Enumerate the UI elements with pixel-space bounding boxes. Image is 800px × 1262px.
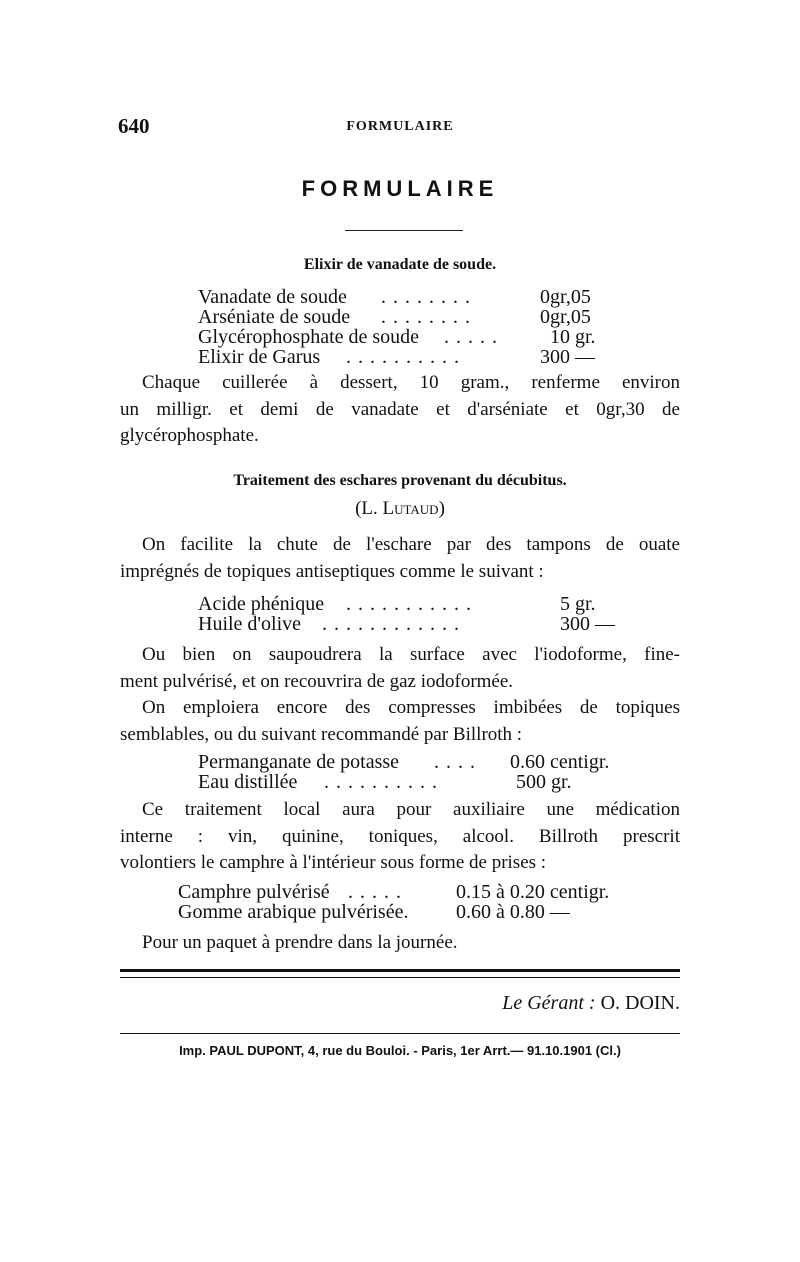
- text-line: semblables, ou du suivant recommandé par Billroth :: [120, 723, 523, 745]
- printer-imprint: Imp. PAUL DUPONT, 4, rue du Bouloi. - Paris, 1er Arrt.— 91.10.1901 (Cl.): [179, 1043, 621, 1058]
- end-rule-thin: [120, 977, 680, 978]
- formula-row: [198, 752, 638, 772]
- formula-phenique: [198, 594, 618, 634]
- ingredient: Acide phénique: [198, 593, 325, 615]
- leader-dots: . . . .: [434, 751, 476, 773]
- text-line: un milligr. et demi de vanadate et d'arséniate et 0gr,30 de: [120, 398, 680, 420]
- formula-row: [178, 882, 638, 902]
- ingredient: Eau distillée: [198, 771, 298, 793]
- quantity: 300 —: [560, 613, 615, 635]
- text-line: imprégnés de topiques antiseptiques comme le suivant :: [120, 560, 544, 582]
- imprint-rule: [120, 1033, 680, 1034]
- formula-row: [178, 902, 638, 922]
- formula-row: [198, 594, 618, 614]
- text-line: glycérophosphate.: [120, 425, 259, 446]
- paragraph-paquet: [120, 930, 680, 957]
- quantity: 300 —: [540, 346, 595, 368]
- paragraph-iodoforme: [120, 642, 680, 748]
- formula-row: [198, 287, 618, 307]
- section-title-eschares: Traitement des eschares provenant du décubitus.: [233, 472, 567, 489]
- ingredient: Permanganate de potasse: [198, 751, 400, 773]
- main-title: FORMULAIRE: [301, 176, 499, 201]
- author-credit: [0, 498, 800, 520]
- paragraph-billroth: [120, 797, 680, 877]
- paragraph-eschare-intro: [120, 532, 680, 585]
- quantity: 0.60 centigr.: [510, 751, 610, 773]
- text-line: On facilite la chute de l'eschare par des tampons de ouate: [142, 534, 680, 555]
- leader-dots: . . . . . . . . . . .: [346, 593, 472, 615]
- formula-row: [198, 772, 638, 792]
- author-prefix: (L.: [355, 498, 383, 519]
- paragraph-elixir-dose: [120, 370, 680, 450]
- formula-row: [198, 614, 618, 634]
- gerant-name: O. DOIN.: [600, 992, 680, 1014]
- text-line: Ou bien on saupoudrera la surface avec l'iodoforme, fine-: [142, 644, 680, 665]
- author-suffix: ): [438, 498, 445, 519]
- formula-elixir: [198, 287, 618, 367]
- quantity: 0gr,05: [540, 306, 591, 328]
- formula-permanganate: [198, 752, 638, 792]
- ingredient: Glycérophosphate de soude: [198, 326, 420, 348]
- formula-camphre: [178, 882, 638, 922]
- quantity: 0.15 à 0.20 centigr.: [456, 881, 610, 903]
- ingredient: Camphre pulvérisé: [178, 881, 330, 903]
- title-rule: [345, 230, 463, 231]
- running-title: FORMULAIRE: [346, 119, 454, 134]
- leader-dots: . . . . . . . . . . . .: [322, 613, 460, 635]
- text-line: Pour un paquet à prendre dans la journée.: [142, 932, 458, 953]
- text-line: Ce traitement local aura pour auxiliaire une médication: [142, 799, 680, 820]
- text-line: volontiers le camphre à l'intérieur sous forme de prises :: [120, 852, 547, 873]
- gerant-label: Le Gérant :: [502, 992, 596, 1014]
- text-line: interne : vin, quinine, toniques, alcool. Billroth prescrit: [120, 825, 680, 847]
- page-number: 640: [118, 114, 150, 138]
- quantity: 0.60 à 0.80 —: [456, 901, 570, 923]
- leader-dots: . . . . .: [348, 881, 402, 903]
- formula-row: [198, 347, 618, 367]
- section-title-elixir: Elixir de vanadate de soude.: [303, 256, 497, 273]
- formula-row: [198, 327, 618, 347]
- quantity: 0gr,05: [540, 286, 591, 308]
- author-name: Lutaud: [382, 498, 439, 519]
- gerant-signature: [0, 992, 680, 1015]
- text-line: On emploiera encore des compresses imbibées de topiques: [142, 697, 680, 718]
- quantity: 500 gr.: [516, 771, 572, 793]
- leader-dots: . . . . .: [444, 326, 498, 348]
- quantity: 5 gr.: [560, 593, 596, 615]
- leader-dots: . . . . . . . . . .: [324, 771, 438, 793]
- text-line: Chaque cuillerée à dessert, 10 gram., renferme environ: [142, 372, 680, 393]
- ingredient: Vanadate de soude: [198, 286, 347, 308]
- ingredient: Huile d'olive: [198, 613, 302, 635]
- formula-row: [198, 307, 618, 327]
- ingredient: Arséniate de soude: [198, 306, 351, 328]
- leader-dots: . . . . . . . . . .: [346, 346, 460, 368]
- ingredient: Elixir de Garus: [198, 346, 321, 368]
- leader-dots: . . . . . . . .: [381, 306, 471, 328]
- running-header: [0, 114, 800, 142]
- leader-dots: . . . . . . . .: [381, 286, 471, 308]
- quantity: 10 gr.: [550, 326, 596, 348]
- ingredient: Gomme arabique pulvérisée.: [178, 901, 409, 923]
- text-line: ment pulvérisé, et on recouvrira de gaz iodoformée.: [120, 670, 514, 692]
- end-rule-thick: [120, 969, 680, 972]
